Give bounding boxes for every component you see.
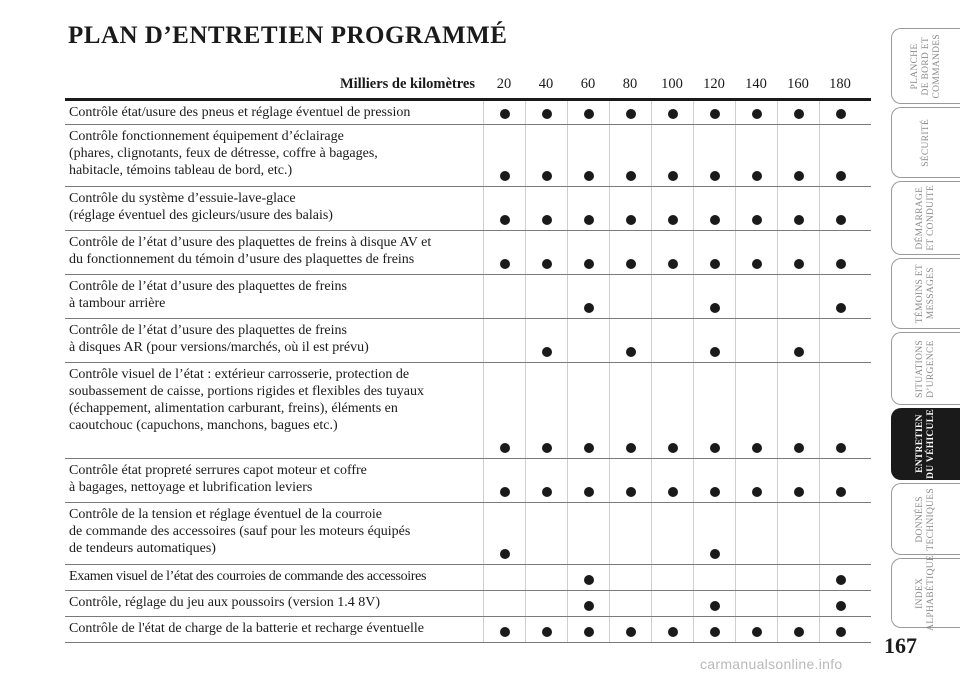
interval-cell-40 bbox=[525, 125, 567, 186]
interval-cell-100 bbox=[651, 565, 693, 590]
interval-cell-40 bbox=[525, 503, 567, 564]
interval-cell-180 bbox=[819, 565, 861, 590]
scheduled-dot bbox=[542, 259, 552, 269]
interval-cell-100 bbox=[651, 125, 693, 186]
interval-cell-60 bbox=[567, 565, 609, 590]
section-tab-6[interactable] bbox=[891, 483, 960, 555]
interval-cell-40 bbox=[525, 565, 567, 590]
scheduled-dot bbox=[836, 215, 846, 225]
interval-cell-20 bbox=[483, 459, 525, 502]
km-header-cells bbox=[483, 70, 861, 98]
interval-cell-140 bbox=[735, 565, 777, 590]
operation-description: Examen visuel de l’état des courroies de commande des accessoires bbox=[69, 569, 427, 584]
interval-cell-60 bbox=[567, 319, 609, 362]
interval-cell-140 bbox=[735, 503, 777, 564]
interval-cell-100 bbox=[651, 617, 693, 642]
scheduled-dot bbox=[836, 575, 846, 585]
interval-cell-80 bbox=[609, 503, 651, 564]
interval-cell-100 bbox=[651, 275, 693, 318]
interval-cell-60 bbox=[567, 187, 609, 230]
interval-cell-20 bbox=[483, 231, 525, 274]
interval-cell-60 bbox=[567, 591, 609, 616]
interval-cell-160 bbox=[777, 101, 819, 124]
scheduled-dot bbox=[752, 109, 762, 119]
scheduled-dot bbox=[836, 487, 846, 497]
interval-cell-180 bbox=[819, 363, 861, 458]
interval-cell-120 bbox=[693, 187, 735, 230]
scheduled-dot bbox=[542, 347, 552, 357]
scheduled-dot bbox=[584, 109, 594, 119]
interval-cell-80 bbox=[609, 319, 651, 362]
scheduled-dot bbox=[836, 109, 846, 119]
scheduled-dot bbox=[542, 443, 552, 453]
operation-description: Contrôle de l’état d’usure des plaquettes de freins à disque AV et du fonctionnement du témoin d’usure des plaquettes de freins bbox=[69, 235, 432, 267]
scheduled-dot bbox=[710, 443, 720, 453]
interval-cell-160 bbox=[777, 125, 819, 186]
scheduled-dot bbox=[836, 259, 846, 269]
interval-cell-40 bbox=[525, 231, 567, 274]
scheduled-dot bbox=[710, 109, 720, 119]
table-row bbox=[65, 363, 871, 459]
scheduled-dot bbox=[500, 215, 510, 225]
scheduled-dot bbox=[500, 259, 510, 269]
scheduled-dot bbox=[584, 215, 594, 225]
interval-cell-100 bbox=[651, 459, 693, 502]
scheduled-dot bbox=[584, 303, 594, 313]
km-header-100: 100 bbox=[661, 76, 683, 92]
interval-cell-160 bbox=[777, 363, 819, 458]
interval-cell-80 bbox=[609, 617, 651, 642]
scheduled-dot bbox=[752, 259, 762, 269]
interval-cell-180 bbox=[819, 617, 861, 642]
operation-description: Contrôle du système d’essuie-lave-glace (réglage éventuel des gicleurs/usure des balais) bbox=[69, 191, 333, 223]
table-row bbox=[65, 187, 871, 231]
scheduled-dot bbox=[794, 215, 804, 225]
scheduled-dot bbox=[668, 259, 678, 269]
km-header-160: 160 bbox=[787, 76, 809, 92]
scheduled-dot bbox=[584, 259, 594, 269]
interval-cell-80 bbox=[609, 459, 651, 502]
section-tab-label: PLANCHE DE BORD ET COMMANDES bbox=[909, 33, 942, 99]
interval-cell-80 bbox=[609, 187, 651, 230]
scheduled-dot bbox=[500, 443, 510, 453]
interval-cell-100 bbox=[651, 591, 693, 616]
operation-description: Contrôle de la tension et réglage éventuel de la courroie de commande des accessoires (sauf pour les moteurs équipés de tendeurs automatiques) bbox=[69, 507, 411, 556]
interval-cell-40 bbox=[525, 459, 567, 502]
operation-description: Contrôle de l'état de charge de la batterie et recharge éventuelle bbox=[69, 621, 424, 636]
interval-cell-80 bbox=[609, 275, 651, 318]
interval-cell-40 bbox=[525, 363, 567, 458]
scheduled-dot bbox=[836, 601, 846, 611]
scheduled-dot bbox=[794, 347, 804, 357]
interval-cell-180 bbox=[819, 275, 861, 318]
table-row bbox=[65, 275, 871, 319]
scheduled-dot bbox=[668, 171, 678, 181]
scheduled-dot bbox=[668, 627, 678, 637]
scheduled-dot bbox=[836, 171, 846, 181]
km-header-180: 180 bbox=[829, 76, 851, 92]
interval-cell-40 bbox=[525, 187, 567, 230]
interval-cell-180 bbox=[819, 591, 861, 616]
interval-cell-180 bbox=[819, 187, 861, 230]
scheduled-dot bbox=[752, 171, 762, 181]
section-tab-7[interactable] bbox=[891, 555, 960, 631]
operation-description: Contrôle de l’état d’usure des plaquettes de freins à disques AR (pour versions/marchés, où il est prévu) bbox=[69, 323, 369, 355]
scheduled-dot bbox=[542, 627, 552, 637]
interval-cell-60 bbox=[567, 503, 609, 564]
table-row bbox=[65, 503, 871, 565]
operation-description: Contrôle visuel de l’état : extérieur carrosserie, protection de soubassement de caisse, portions rigides et flexibles des tuyaux (échappement, alimentation carburant, freins), éléments en caoutchouc (capuchons, manchons, bagues etc.) bbox=[69, 367, 424, 433]
page-number: 167 bbox=[884, 633, 917, 658]
scheduled-dot bbox=[584, 627, 594, 637]
interval-cell-160 bbox=[777, 275, 819, 318]
section-tab-3[interactable] bbox=[891, 258, 960, 329]
interval-cell-40 bbox=[525, 275, 567, 318]
interval-cell-180 bbox=[819, 459, 861, 502]
scheduled-dot bbox=[542, 171, 552, 181]
interval-cell-160 bbox=[777, 503, 819, 564]
scheduled-dot bbox=[542, 215, 552, 225]
scheduled-dot bbox=[500, 109, 510, 119]
section-tab-label: SITUATIONS D’URGENCE bbox=[915, 339, 936, 398]
section-tab-label: SÉCURITÉ bbox=[920, 118, 931, 167]
interval-cell-60 bbox=[567, 459, 609, 502]
interval-cell-100 bbox=[651, 319, 693, 362]
scheduled-dot bbox=[626, 347, 636, 357]
scheduled-dot bbox=[500, 487, 510, 497]
interval-cell-80 bbox=[609, 591, 651, 616]
scheduled-dot bbox=[668, 487, 678, 497]
interval-cell-140 bbox=[735, 591, 777, 616]
interval-cell-160 bbox=[777, 591, 819, 616]
interval-cell-80 bbox=[609, 231, 651, 274]
scheduled-dot bbox=[584, 443, 594, 453]
scheduled-dot bbox=[584, 601, 594, 611]
scheduled-dot bbox=[794, 487, 804, 497]
interval-cell-20 bbox=[483, 565, 525, 590]
interval-cell-140 bbox=[735, 101, 777, 124]
scheduled-dot bbox=[668, 215, 678, 225]
interval-cell-120 bbox=[693, 503, 735, 564]
interval-cell-140 bbox=[735, 275, 777, 318]
operation-description: Contrôle de l’état d’usure des plaquettes de freins à tambour arrière bbox=[69, 279, 347, 311]
operation-description: Contrôle état propreté serrures capot moteur et coffre à bagages, nettoyage et lubrification leviers bbox=[69, 463, 367, 495]
interval-cell-80 bbox=[609, 125, 651, 186]
scheduled-dot bbox=[836, 303, 846, 313]
section-tab-label: INDEX ALPHABÉTIQUE bbox=[915, 555, 936, 631]
maintenance-table bbox=[65, 70, 871, 643]
scheduled-dot bbox=[668, 443, 678, 453]
scheduled-dot bbox=[752, 487, 762, 497]
interval-cell-80 bbox=[609, 363, 651, 458]
interval-cell-60 bbox=[567, 275, 609, 318]
interval-cell-120 bbox=[693, 319, 735, 362]
interval-cell-180 bbox=[819, 125, 861, 186]
interval-cell-20 bbox=[483, 503, 525, 564]
km-header-140: 140 bbox=[745, 76, 767, 92]
scheduled-dot bbox=[710, 627, 720, 637]
scheduled-dot bbox=[626, 443, 636, 453]
interval-cell-20 bbox=[483, 275, 525, 318]
interval-cell-120 bbox=[693, 101, 735, 124]
interval-cell-20 bbox=[483, 101, 525, 124]
scheduled-dot bbox=[626, 627, 636, 637]
interval-cell-60 bbox=[567, 101, 609, 124]
interval-cell-100 bbox=[651, 503, 693, 564]
operation-description: Contrôle état/usure des pneus et réglage éventuel de pression bbox=[69, 105, 411, 120]
scheduled-dot bbox=[500, 549, 510, 559]
section-tab-0[interactable] bbox=[891, 28, 960, 104]
km-header-20: 20 bbox=[496, 76, 512, 92]
interval-cell-140 bbox=[735, 459, 777, 502]
interval-cell-120 bbox=[693, 275, 735, 318]
interval-cell-120 bbox=[693, 363, 735, 458]
km-header-120: 120 bbox=[703, 76, 725, 92]
km-header-80: 80 bbox=[622, 76, 638, 92]
scheduled-dot bbox=[836, 627, 846, 637]
scheduled-dot bbox=[584, 487, 594, 497]
scheduled-dot bbox=[500, 171, 510, 181]
section-tab-1[interactable] bbox=[891, 107, 960, 178]
interval-cell-100 bbox=[651, 187, 693, 230]
scheduled-dot bbox=[542, 487, 552, 497]
scheduled-dot bbox=[668, 109, 678, 119]
interval-cell-40 bbox=[525, 617, 567, 642]
scheduled-dot bbox=[710, 601, 720, 611]
km-header-40: 40 bbox=[538, 76, 554, 92]
scheduled-dot bbox=[500, 627, 510, 637]
interval-cell-20 bbox=[483, 125, 525, 186]
table-row bbox=[65, 125, 871, 187]
scheduled-dot bbox=[752, 627, 762, 637]
scheduled-dot bbox=[626, 109, 636, 119]
scheduled-dot bbox=[794, 443, 804, 453]
interval-cell-60 bbox=[567, 617, 609, 642]
page-title: PLAN D’ENTRETIEN PROGRAMMÉ bbox=[68, 22, 508, 49]
interval-cell-120 bbox=[693, 617, 735, 642]
interval-cell-160 bbox=[777, 459, 819, 502]
scheduled-dot bbox=[626, 487, 636, 497]
scheduled-dot bbox=[626, 215, 636, 225]
interval-cell-160 bbox=[777, 231, 819, 274]
scheduled-dot bbox=[710, 549, 720, 559]
interval-cell-20 bbox=[483, 617, 525, 642]
km-header-60: 60 bbox=[580, 76, 596, 92]
interval-cell-160 bbox=[777, 617, 819, 642]
scheduled-dot bbox=[794, 109, 804, 119]
scheduled-dot bbox=[710, 347, 720, 357]
scheduled-dot bbox=[710, 487, 720, 497]
operation-description: Contrôle, réglage du jeu aux poussoirs (version 1.4 8V) bbox=[69, 595, 381, 610]
interval-cell-20 bbox=[483, 319, 525, 362]
section-tab-2[interactable] bbox=[891, 181, 960, 255]
scheduled-dot bbox=[710, 259, 720, 269]
scheduled-dot bbox=[752, 443, 762, 453]
interval-cell-140 bbox=[735, 231, 777, 274]
table-row bbox=[65, 565, 871, 591]
table-header bbox=[65, 70, 871, 101]
scheduled-dot bbox=[542, 109, 552, 119]
table-row bbox=[65, 591, 871, 617]
table-row bbox=[65, 617, 871, 643]
section-tab-5[interactable] bbox=[891, 408, 960, 480]
interval-cell-40 bbox=[525, 591, 567, 616]
scheduled-dot bbox=[836, 443, 846, 453]
section-tab-label: TÉMOINS ET MESSAGES bbox=[915, 263, 936, 324]
interval-cell-80 bbox=[609, 565, 651, 590]
table-row bbox=[65, 459, 871, 503]
section-tab-label: DONNÉES TECHNIQUES bbox=[915, 487, 936, 551]
interval-cell-140 bbox=[735, 617, 777, 642]
interval-cell-140 bbox=[735, 187, 777, 230]
watermark: carmanualsonline.info bbox=[700, 656, 843, 672]
interval-cell-40 bbox=[525, 101, 567, 124]
scheduled-dot bbox=[794, 171, 804, 181]
table-body bbox=[65, 101, 871, 643]
interval-cell-140 bbox=[735, 363, 777, 458]
interval-cell-160 bbox=[777, 565, 819, 590]
interval-cell-120 bbox=[693, 231, 735, 274]
table-row bbox=[65, 101, 871, 125]
scheduled-dot bbox=[710, 171, 720, 181]
interval-cell-180 bbox=[819, 231, 861, 274]
section-tab-4[interactable] bbox=[891, 332, 960, 405]
section-tab-label: DÉMARRAGE ET CONDUITE bbox=[915, 185, 936, 251]
interval-cell-40 bbox=[525, 319, 567, 362]
interval-cell-160 bbox=[777, 319, 819, 362]
scheduled-dot bbox=[710, 215, 720, 225]
scheduled-dot bbox=[584, 171, 594, 181]
interval-cell-60 bbox=[567, 231, 609, 274]
interval-cell-60 bbox=[567, 363, 609, 458]
interval-cell-80 bbox=[609, 101, 651, 124]
interval-cell-180 bbox=[819, 319, 861, 362]
scheduled-dot bbox=[584, 575, 594, 585]
operation-description: Contrôle fonctionnement équipement d’éclairage (phares, clignotants, feux de détresse, coffre à bagages, habitacle, témoins tableau de bord, etc.) bbox=[69, 129, 378, 178]
interval-cell-160 bbox=[777, 187, 819, 230]
interval-cell-20 bbox=[483, 187, 525, 230]
table-row bbox=[65, 231, 871, 275]
interval-cell-60 bbox=[567, 125, 609, 186]
interval-cell-120 bbox=[693, 125, 735, 186]
interval-cell-140 bbox=[735, 125, 777, 186]
interval-cell-20 bbox=[483, 363, 525, 458]
scheduled-dot bbox=[626, 259, 636, 269]
interval-cell-100 bbox=[651, 363, 693, 458]
interval-cell-100 bbox=[651, 231, 693, 274]
interval-cell-100 bbox=[651, 101, 693, 124]
km-header-label: Milliers de kilomètres bbox=[339, 75, 475, 92]
interval-cell-140 bbox=[735, 319, 777, 362]
table-row bbox=[65, 319, 871, 363]
interval-cell-120 bbox=[693, 459, 735, 502]
interval-cell-180 bbox=[819, 101, 861, 124]
interval-cell-120 bbox=[693, 591, 735, 616]
interval-cell-20 bbox=[483, 591, 525, 616]
scheduled-dot bbox=[794, 627, 804, 637]
scheduled-dot bbox=[752, 215, 762, 225]
scheduled-dot bbox=[794, 259, 804, 269]
interval-cell-180 bbox=[819, 503, 861, 564]
scheduled-dot bbox=[626, 171, 636, 181]
interval-cell-120 bbox=[693, 565, 735, 590]
scheduled-dot bbox=[710, 303, 720, 313]
section-tab-label: ENTRETIEN DU VÉHICULE bbox=[915, 409, 936, 479]
